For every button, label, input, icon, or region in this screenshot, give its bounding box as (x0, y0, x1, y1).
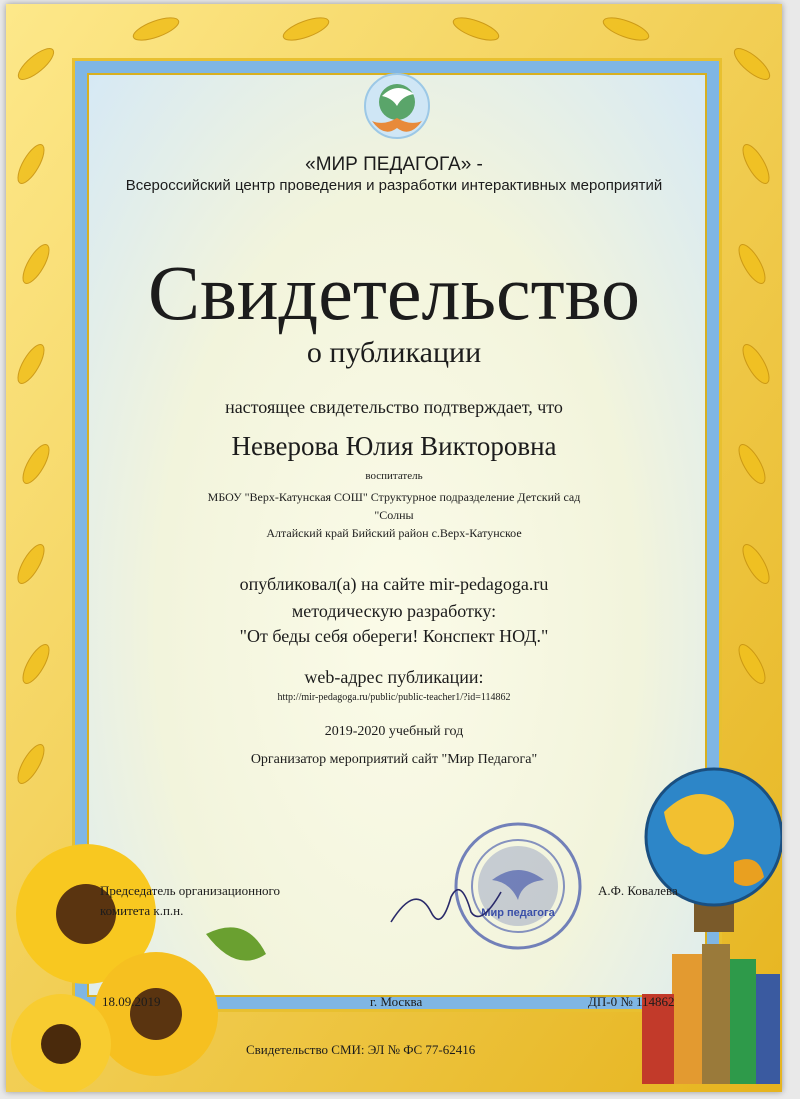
org-name: «МИР ПЕДАГОГА» - (305, 154, 483, 175)
web-label: web-адрес публикации: (304, 667, 484, 687)
person-name: Неверова Юлия Викторовна (231, 431, 557, 461)
school-line-1: МБОУ "Верх-Катунская СОШ" Структурное подразделение Детский сад (207, 490, 581, 504)
certificate-title: Свидетельство (147, 249, 641, 336)
organizer: Организатор мероприятий сайт "Мир Педагога" (250, 752, 538, 767)
chair-line-2: комитета к.п.н. (100, 903, 184, 918)
school-line-2: "Солны (374, 508, 414, 522)
location: Алтайский край Бийский район с.Верх-Катунское (266, 526, 522, 540)
person-position: воспитатель (365, 470, 423, 482)
confirm-text: настоящее свидетельство подтверждает, что (225, 397, 563, 417)
academic-year: 2019-2020 учебный год (324, 724, 464, 739)
signer-name: А.Ф. Ковалева (598, 883, 678, 898)
work-title: "От беды себя обереги! Конспект НОД." (239, 626, 549, 646)
issue-date: 18.09.2019 (102, 994, 161, 1009)
certificate-subtitle: о публикации (306, 336, 482, 369)
org-subtitle: Всероссийский центр проведения и разработки интерактивных мероприятий (125, 177, 663, 194)
books-icon (622, 934, 782, 1092)
signature (386, 872, 506, 942)
chair-line-1: Председатель организационного (100, 883, 281, 898)
publication-url: http://mir-pedagoga.ru/public/public-teacher1/?id=114862 (277, 692, 511, 703)
work-type: методическую разработку: (291, 601, 497, 621)
certificate-page (6, 4, 782, 1092)
published-on: опубликовал(а) на сайте mir-pedagoga.ru (239, 574, 549, 594)
stamp-text: Мир педагога (481, 907, 555, 919)
sunflowers-decoration (6, 824, 286, 1092)
smi-registration: Свидетельство СМИ: ЭЛ № ФС 77-62416 (246, 1042, 476, 1057)
city: г. Москва (370, 994, 423, 1009)
globe-icon (634, 752, 782, 942)
dove-hands-logo-icon (362, 66, 432, 146)
document-number: ДП-0 № 114862 (588, 994, 675, 1009)
